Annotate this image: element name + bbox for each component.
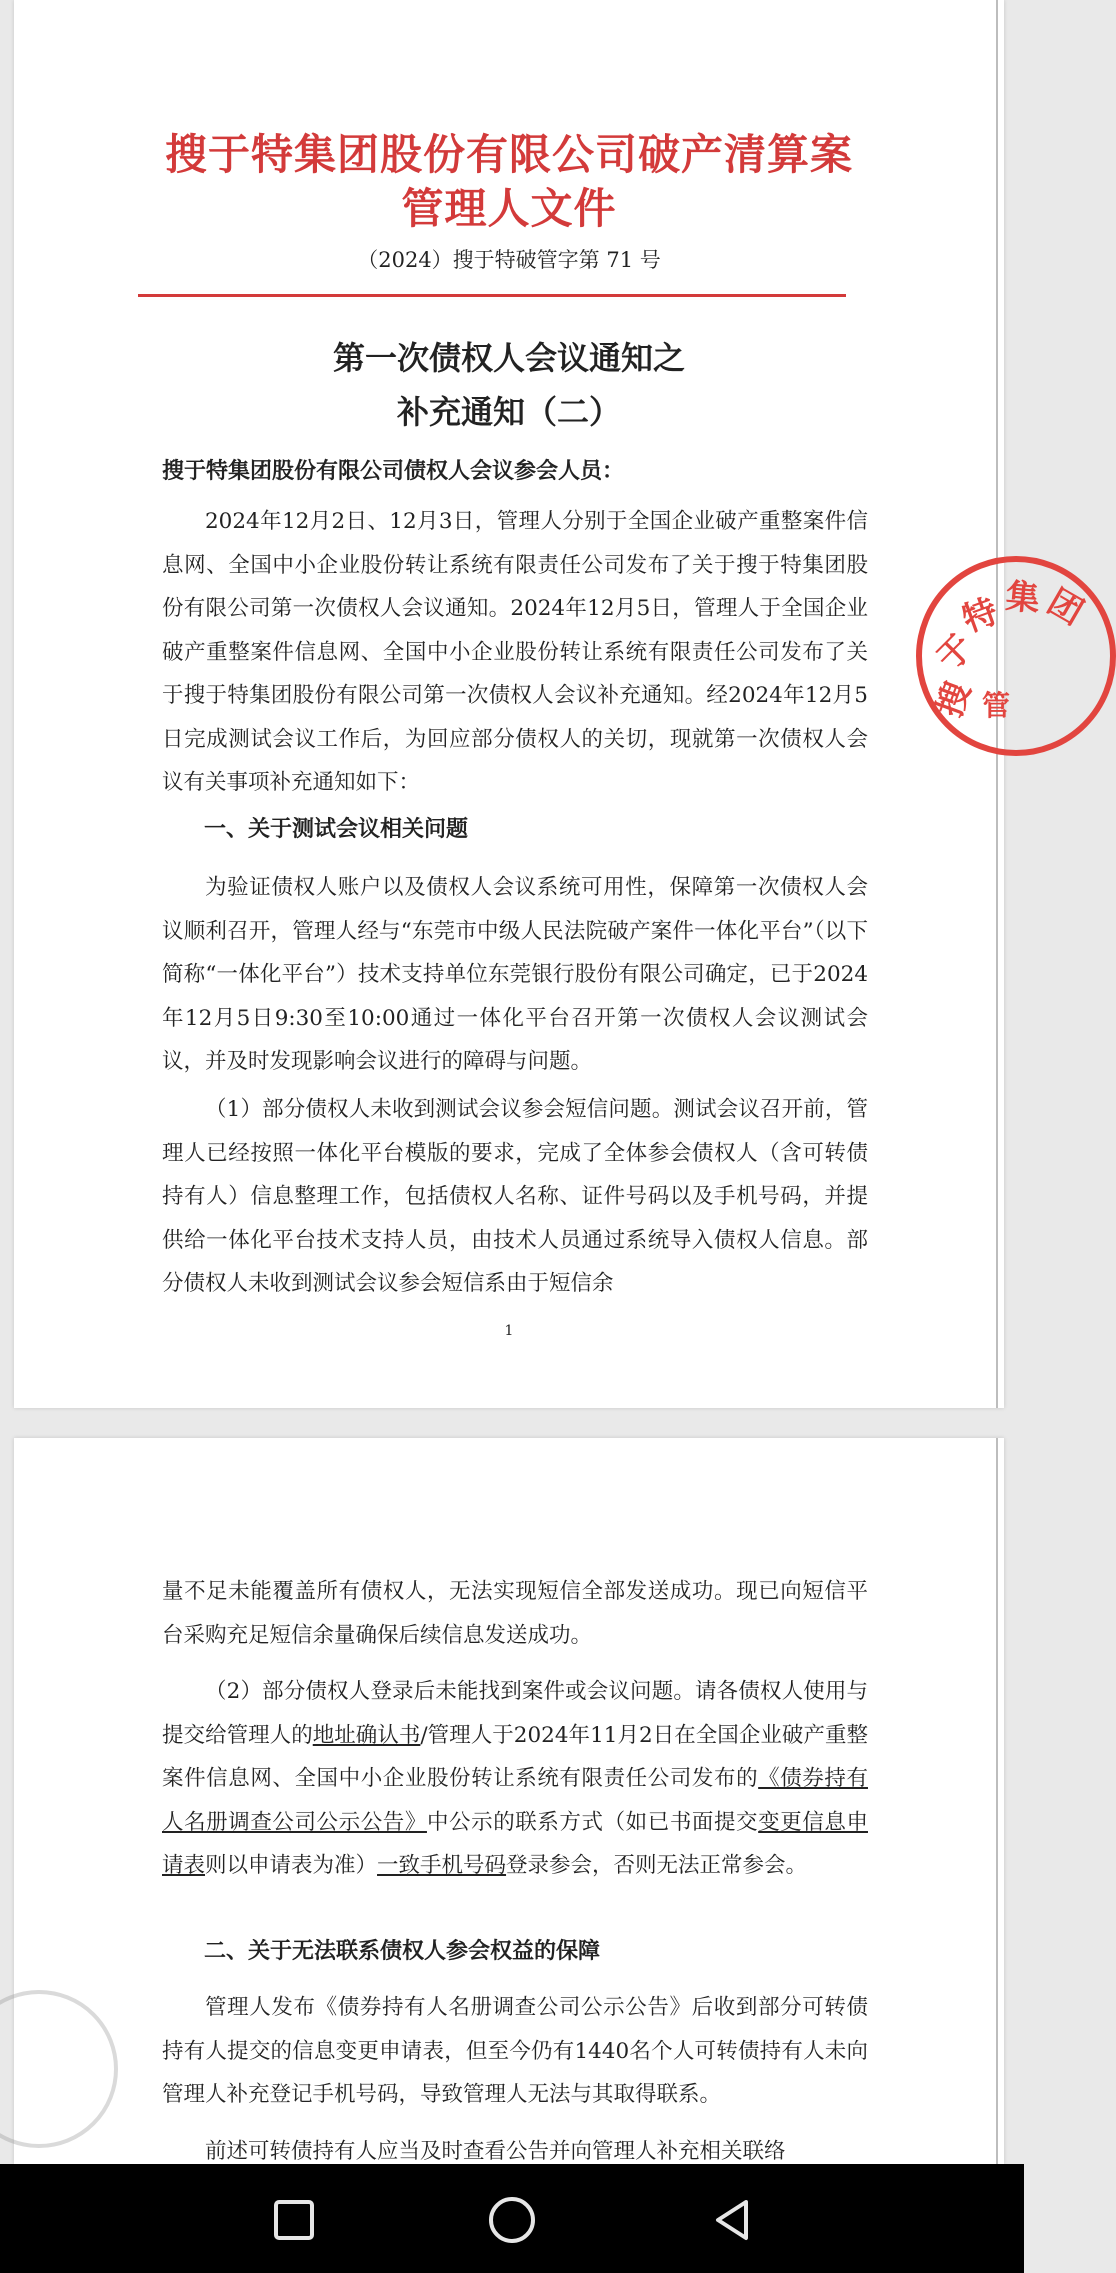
circle-home-icon <box>487 2195 537 2245</box>
document-title-line1: 搜于特集团股份有限公司破产清算案 <box>164 130 853 179</box>
square-recents-icon <box>272 2198 316 2242</box>
seal-char: 于 <box>929 626 982 680</box>
seal-char: 管 <box>982 689 1011 722</box>
section2-paragraph: 管理人发布《债券持有人名册调查公司公示公告》后收到部分可转债持有人提交的信息变更申请表，但至今仍有1440名个人可转债持有人未向管理人补充登记手机号码，导致管理人无法与其取得联系。 <box>162 1995 868 2107</box>
document-page-1 <box>14 0 1090 1408</box>
document-title-line2: 管理人文件 <box>401 184 617 233</box>
seal-char: 集 <box>1004 576 1042 620</box>
section1-paragraph: 为验证债权人账户以及债权人会议系统可用性，保障第一次债权人会议顺利召开，管理人经与“东莞市中级人民法院破产案件一体化平台”（以下简称“一体化平台”）技术支持单位东莞银行股份有限公司确定，已于2024年12月5日9:30至10:00通过一体化平台召开第一次债权人会议测试会议，并及时发现影响会议进行的障碍与问题。 <box>162 875 868 1074</box>
document-number: （2024）搜于特破管字第 71 号 <box>357 248 661 272</box>
intro-paragraph: 2024年12月2日、12月3日，管理人分别于全国企业破产重整案件信息网、全国中小企业股份转让系统有限责任公司发布了关于搜于特集团股份有限公司第一次债权人会议通知。2024年12月5日，管理人于全国企业破产重整案件信息网、全国中小企业股份转让系统有限责任公司发布了关于搜于特集团股份有限公司第一次债权人会议补充通知。经2024年12月5日完成测试会议工作后，为回应部分债权人的关切，现就第一次债权人会议有关事项补充通知如下： <box>162 509 868 795</box>
document-page-2 <box>14 1438 1004 2164</box>
continuation-paragraph: 量不足未能覆盖所有债权人，无法实现短信全部发送成功。现已向短信平台采购充足短信余量确保后续信息发送成功。 <box>162 1579 868 1648</box>
page-number: 1 <box>504 1323 514 1339</box>
official-seal <box>916 556 1116 756</box>
seal-char: 特 <box>957 591 1004 641</box>
change-form-link[interactable]: 变更信息申请表 <box>162 1809 868 1878</box>
triangle-back-icon <box>708 2196 756 2244</box>
back-button[interactable] <box>696 2184 768 2256</box>
navigation-bar <box>0 2164 1024 2273</box>
home-button[interactable] <box>476 2184 548 2256</box>
red-divider <box>138 294 846 297</box>
item1-paragraph: （1）部分债权人未收到测试会议参会短信问题。测试会议召开前，管理人已经按照一体化平台模版的要求，完成了全体参会债权人（含可转债持有人）信息整理工作，包括债权人名称、证件号码以及手机号码，并提供给一体化平台技术支持人员，由技术人员通过系统导入债权人信息。部分债权人未收到测试会议参会短信系由于短信余 <box>162 1097 868 1296</box>
seal-char: 团 <box>1040 581 1090 634</box>
item2-paragraph: （2）部分债权人登录后未能找到案件或会议问题。请各债权人使用与提交给管理人的地址确认书/管理人于2024年11月2日在全国企业破产重整案件信息网、全国中小企业股份转让系统有限责任公司发布的《债券持有人名册调查公司公示公告》中公示的联系方式（如已书面提交变更信息申请表则以申请表为准）一致手机号码登录参会，否则无法正常参会。 <box>162 1679 868 1878</box>
bondholder-announcement-link[interactable]: 《债券持有人名册调查公司公示公告》 <box>162 1766 868 1835</box>
recents-button[interactable] <box>258 2184 330 2256</box>
notice-title-line2: 补充通知（二） <box>396 393 621 431</box>
phone-number-link[interactable]: 一致手机号码 <box>377 1853 507 1878</box>
section1-heading: 一、关于测试会议相关问题 <box>204 816 469 842</box>
address-confirmation-link[interactable]: 地址确认书 <box>312 1722 421 1748</box>
notice-title-line1: 第一次债权人会议通知之 <box>332 339 685 377</box>
page-edge-shadow <box>996 1438 998 2164</box>
last-line: 前述可转债持有人应当及时查看公告并向管理人补充相关联络 <box>205 2139 786 2164</box>
seal-char: 搜 <box>929 676 979 723</box>
section2-heading: 二、关于无法联系债权人参会权益的保障 <box>204 1938 601 1964</box>
addressee: 搜于特集团股份有限公司债权人会议参会人员： <box>162 458 625 484</box>
